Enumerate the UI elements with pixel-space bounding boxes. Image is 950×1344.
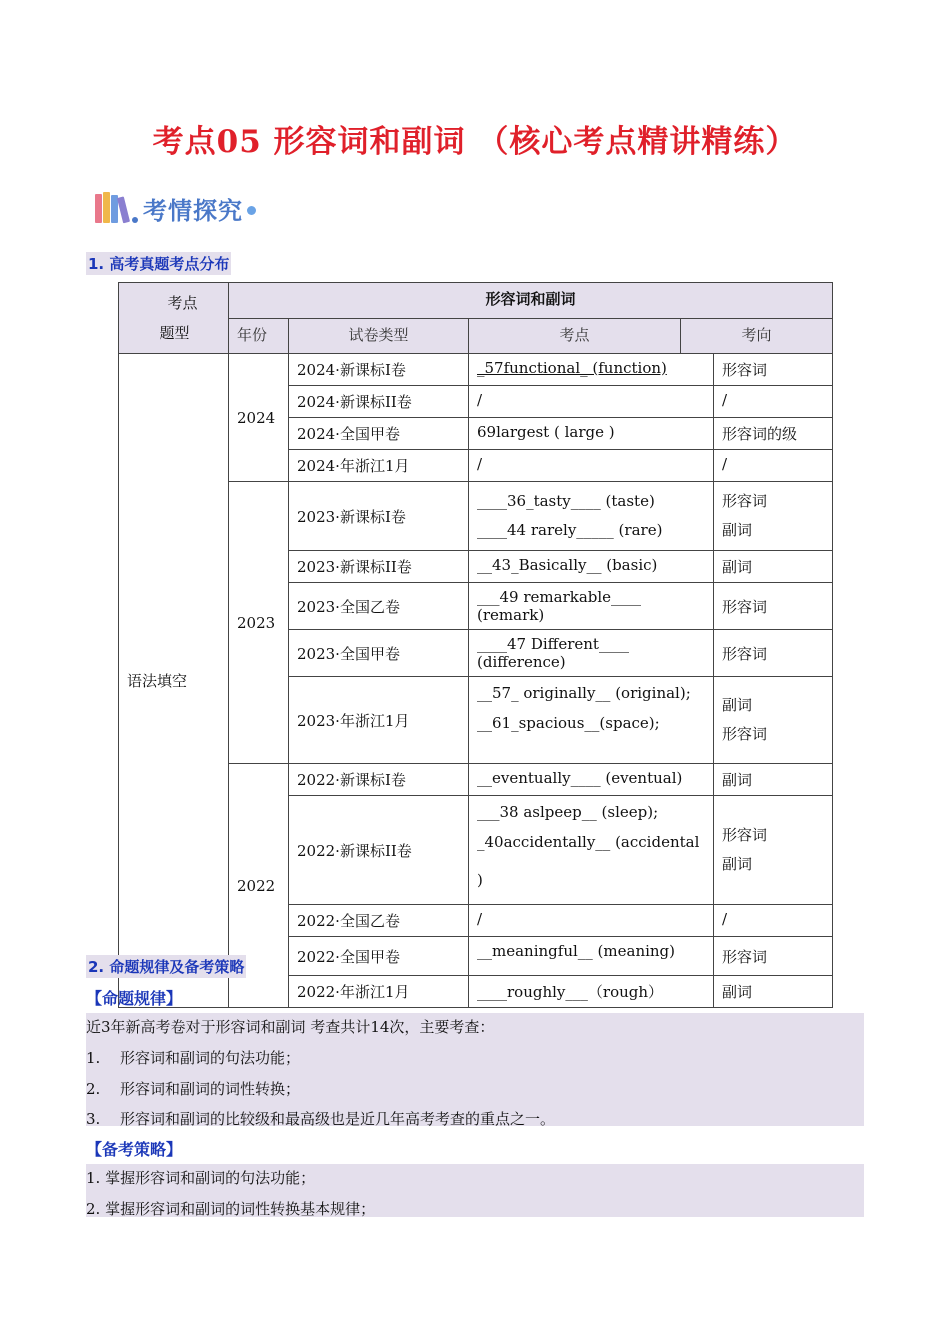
direction-cell: /: [714, 905, 833, 937]
direction-cell: 形容词: [714, 937, 833, 976]
paper-cell: 2023·全国甲卷: [289, 630, 469, 677]
paper-cell: 2023·新课标II卷: [289, 551, 469, 583]
answer-text: ____44 rarely_____ (rare): [477, 521, 663, 539]
paper-cell: 2022·新课标II卷: [289, 796, 469, 905]
table-row: [119, 354, 833, 386]
answer-text: __61_spacious__(space);: [477, 714, 660, 732]
corner-header: [119, 283, 229, 354]
paper-cell: 2023·新课标I卷: [289, 482, 469, 551]
direction-cell: 副词: [714, 764, 833, 796]
strategy-label: 【备考策略】: [86, 1140, 183, 1159]
year-cell: 2024: [229, 354, 289, 482]
direction-text: 副词: [722, 696, 753, 714]
point-cell: [469, 482, 714, 551]
answer-text: _57functional_ (function): [477, 359, 667, 377]
point-cell: 69largest ( large ): [469, 418, 714, 450]
direction-text: 副词: [722, 855, 753, 873]
point-cell: /: [469, 450, 714, 482]
direction-cell: [714, 482, 833, 551]
rule-item: [86, 1047, 300, 1068]
question-type-cell: 语法填空: [119, 354, 229, 1008]
direction-text: 形容词: [722, 492, 768, 510]
paper-cell: 2022·新课标I卷: [289, 764, 469, 796]
point-cell: __eventually____ (eventual): [469, 764, 714, 796]
direction-cell: [714, 796, 833, 905]
subheader-direction: 考向: [681, 318, 833, 354]
section-1-heading: 1. 高考真题考点分布: [86, 252, 231, 275]
rule-text: 形容词和副词的句法功能；: [120, 1049, 301, 1067]
logo-dot: [247, 206, 256, 215]
point-cell: __43_Basically__ (basic): [469, 551, 714, 583]
direction-cell: /: [714, 386, 833, 418]
rules-label: 【命题规律】: [86, 989, 183, 1008]
paper-cell: 2022·年浙江1月: [289, 976, 469, 1008]
direction-cell: 副词: [714, 976, 833, 1008]
strategy-item: 2. 掌握形容词和副词的词性转换基本规律；: [86, 1200, 376, 1218]
paper-cell: 2022·全国甲卷: [289, 937, 469, 976]
paper-cell: 2024·年浙江1月: [289, 450, 469, 482]
main-header: 形容词和副词: [229, 283, 833, 319]
direction-cell: 形容词: [714, 354, 833, 386]
direction-cell: 形容词的级: [714, 418, 833, 450]
direction-cell: /: [714, 450, 833, 482]
direction-cell: 形容词: [714, 583, 833, 630]
answer-text: _40accidentally__ (accidental ): [477, 833, 700, 889]
corner-top-label: 考点: [167, 294, 198, 312]
answer-text: __57_ originally__ (original);: [477, 684, 691, 702]
rule-item: [86, 1078, 300, 1099]
section-2-heading: 2. 命题规律及备考策略: [86, 955, 246, 978]
rule-number: 1.: [86, 1049, 101, 1067]
answer-text: ____36_tasty____ (taste): [477, 492, 655, 510]
rules-intro: 近3年新高考卷对于形容词和副词 考查共计14次，主要考查：: [86, 1018, 495, 1036]
subheader-year: 年份: [229, 318, 289, 354]
table-header-row: [119, 283, 833, 319]
logo-text: 考情探究: [143, 196, 243, 225]
paper-cell: 2024·全国甲卷: [289, 418, 469, 450]
rule-number: 2.: [86, 1080, 101, 1098]
rule-text: 形容词和副词的词性转换；: [120, 1080, 301, 1098]
point-cell: [469, 796, 714, 905]
paper-cell: 2022·全国乙卷: [289, 905, 469, 937]
direction-text: 副词: [722, 521, 753, 539]
direction-cell: 形容词: [714, 630, 833, 677]
rule-item: [86, 1108, 555, 1129]
direction-cell: 副词: [714, 551, 833, 583]
direction-text: 形容词: [722, 725, 768, 743]
rule-text: 形容词和副词的比较级和最高级也是近几年高考考查的重点之一。: [120, 1110, 556, 1128]
section-logo: [93, 188, 256, 228]
point-cell: /: [469, 386, 714, 418]
subheader-paper: 试卷类型: [289, 318, 469, 354]
point-cell: ___49 remarkable____ (remark): [469, 583, 714, 630]
direction-text: 形容词: [722, 826, 768, 844]
point-cell: ____roughly___（rough）: [469, 976, 714, 1008]
paper-cell: 2023·年浙江1月: [289, 677, 469, 764]
point-cell: __meaningful__ (meaning): [469, 937, 714, 976]
paper-cell: 2024·新课标I卷: [289, 354, 469, 386]
answer-text: ___38 aslpeep__ (sleep);: [477, 803, 659, 821]
point-cell: [469, 677, 714, 764]
year-cell: 2023: [229, 482, 289, 764]
strategy-item: 1. 掌握形容词和副词的句法功能；: [86, 1169, 316, 1187]
books-icon: [93, 191, 139, 225]
page-title: 考点05 形容词和副词 （核心考点精讲精练）: [152, 124, 798, 160]
corner-bottom-label: 题型: [159, 324, 190, 342]
point-cell: [469, 354, 714, 386]
direction-cell: [714, 677, 833, 764]
exam-distribution-table: [118, 282, 833, 1008]
rule-number: 3.: [86, 1110, 101, 1128]
point-cell: /: [469, 905, 714, 937]
subheader-point: 考点: [469, 318, 681, 354]
paper-cell: 2024·新课标II卷: [289, 386, 469, 418]
year-cell: 2022: [229, 764, 289, 1008]
point-cell: ____47 Different____ (difference): [469, 630, 714, 677]
paper-cell: 2023·全国乙卷: [289, 583, 469, 630]
